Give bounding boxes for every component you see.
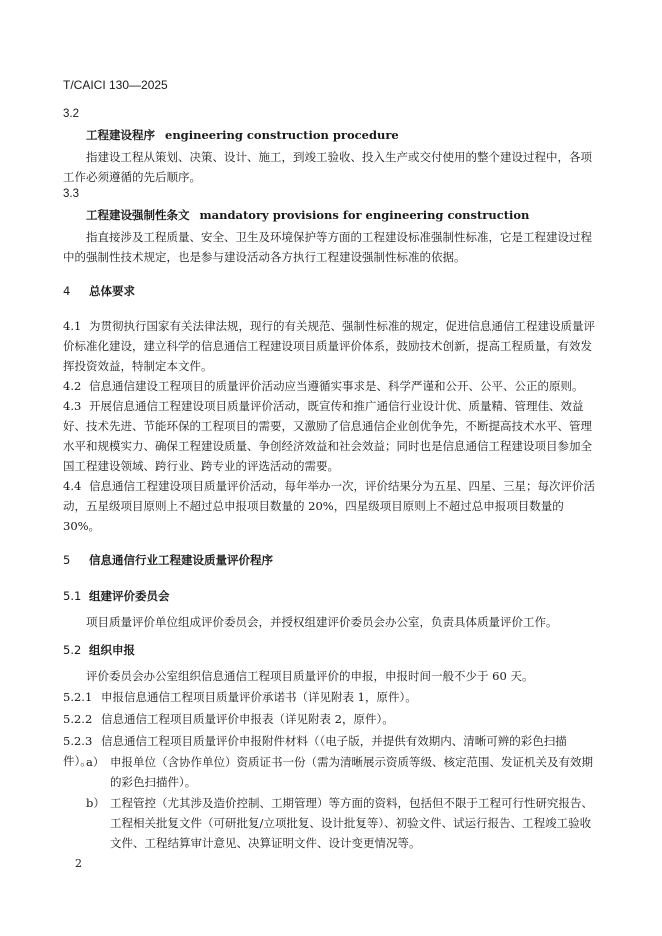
list-label: b） — [86, 796, 105, 810]
term-3-2 — [86, 127, 399, 143]
section-heading-5 — [63, 552, 273, 568]
standard-code: T/CAICI 130—2025 — [63, 78, 168, 92]
clause-text: 申报信息通信工程项目质量评价承诺书（详见附表 1，原件）。 — [101, 690, 417, 704]
clause-text: 信息通信工程项目质量评价申报表（详见附表 2，原件）。 — [101, 712, 394, 726]
paragraph-5-2: 评价委员会办公室组织信息通信工程项目质量评价的申报，申报时间一般不少于 60 天。 — [86, 669, 534, 683]
section-number: 4 — [63, 284, 71, 298]
section-number: 5.2 — [63, 643, 82, 657]
clause-text: 为贯彻执行国家有关法律法规，现行的有关规范、强制性标准的规定，促进信息通信工程建设质量评价标准化建设，建立科学的信息通信工程建设项目质量评价体系，鼓励技术创新，提高工程质量，有效发挥投资效益，特制定本文件。 — [63, 319, 595, 373]
clause-4-2 — [63, 376, 595, 396]
section-heading-5-2 — [63, 642, 135, 658]
section-heading-4 — [63, 283, 135, 299]
clause-number: 5.2.3 — [63, 734, 93, 748]
list-label: a） — [86, 755, 105, 769]
term-en: engineering construction procedure — [165, 128, 399, 142]
clause-number: 4.3 — [63, 399, 82, 413]
clause-text: 信息通信工程建设项目质量评价活动，每年举办一次，评价结果分为五星、四星、三星；每次评价活动，五星级项目原则上不超过总申报项目数量的 20%，四星级项目原则上不超过总申报项目数量的 30%。 — [63, 479, 595, 533]
clause-number: 4.2 — [63, 379, 82, 393]
clause-number-3-3: 3.3 — [63, 188, 79, 200]
section-number: 5 — [63, 553, 71, 567]
term-3-3 — [86, 207, 529, 223]
clause-text: 信息通信工程项目质量评价申报附件材料（（电子版，并提供有效期内、清晰可辨的彩色扫描件）。 — [63, 734, 567, 768]
list-text: 工程管控（尤其涉及造价控制、工期管理）等方面的资料，包括但不限于工程可行性研究报告、工程相关批复文件（可研批复/立项批复、设计批复等）、初验文件、试运行报告、工程竣工验收文件、工程结算审计意见、决算证明文件、设计变更情况等。 — [110, 796, 593, 850]
list-item-a — [86, 752, 596, 792]
paragraph-5-1: 项目质量评价单位组成评价委员会，并授权组建评价委员会办公室，负责具体质量评价工作。 — [86, 615, 558, 629]
clause-number: 5.2.1 — [63, 690, 93, 704]
clause-5-2-2 — [63, 709, 595, 729]
definition-3-3: 指直接涉及工程质量、安全、卫生及环境保护等方面的工程建设标准强制性标准，它是工程建设过程中的强制性技术规定，也是参与建设活动各方执行工程建设强制性标准的依据。 — [63, 230, 592, 264]
clause-5-2-1 — [63, 687, 595, 707]
page-number: 2 — [75, 857, 82, 870]
section-heading-5-1 — [63, 588, 170, 604]
clause-4-4 — [63, 476, 595, 536]
list-item-b — [86, 793, 596, 853]
section-number: 5.1 — [63, 589, 82, 603]
clause-text: 开展信息通信工程建设项目质量评价活动，既宣传和推广通信行业设计优、质量精、管理佳、效益好、技术先进、节能环保的工程项目的需要，又激励了信息通信企业创优争先，不断提高技术水平、管理水平和规模实力、确保工程建设质量、争创经济效益和社会效益；同时也是信息通信工程建设项目参加全国工程建设领域、跨行业、跨专业的评选活动的需要。 — [63, 399, 592, 473]
section-title: 总体要求 — [89, 284, 135, 298]
section-title: 组建评价委员会 — [89, 589, 170, 603]
term-en: mandatory provisions for engineering construction — [199, 208, 530, 222]
clause-number: 5.2.2 — [63, 712, 93, 726]
list-text: 申报单位（含协作单位）资质证书一份（需为清晰展示资质等级、核定范围、发证机关及有效期的彩色扫描件）。 — [110, 755, 593, 789]
term-cn: 工程建设程序 — [86, 128, 155, 142]
clause-number: 4.1 — [63, 319, 82, 333]
section-title: 信息通信行业工程建设质量评价程序 — [89, 553, 273, 567]
clause-number-3-2: 3.2 — [63, 108, 79, 120]
term-cn: 工程建设强制性条文 — [86, 208, 190, 222]
clause-text: 信息通信建设工程项目的质量评价活动应当遵循实事求是、科学严谨和公开、公平、公正的原则。 — [89, 379, 584, 393]
clause-4-1 — [63, 316, 595, 376]
definition-3-2: 指建设工程从策划、决策、设计、施工，到竣工验收、投入生产或交付使用的整个建设过程中，各项工作必须遵循的先后顺序。 — [63, 150, 592, 184]
section-title: 组织申报 — [89, 643, 135, 657]
clause-4-3 — [63, 396, 595, 476]
clause-number: 4.4 — [63, 479, 82, 493]
